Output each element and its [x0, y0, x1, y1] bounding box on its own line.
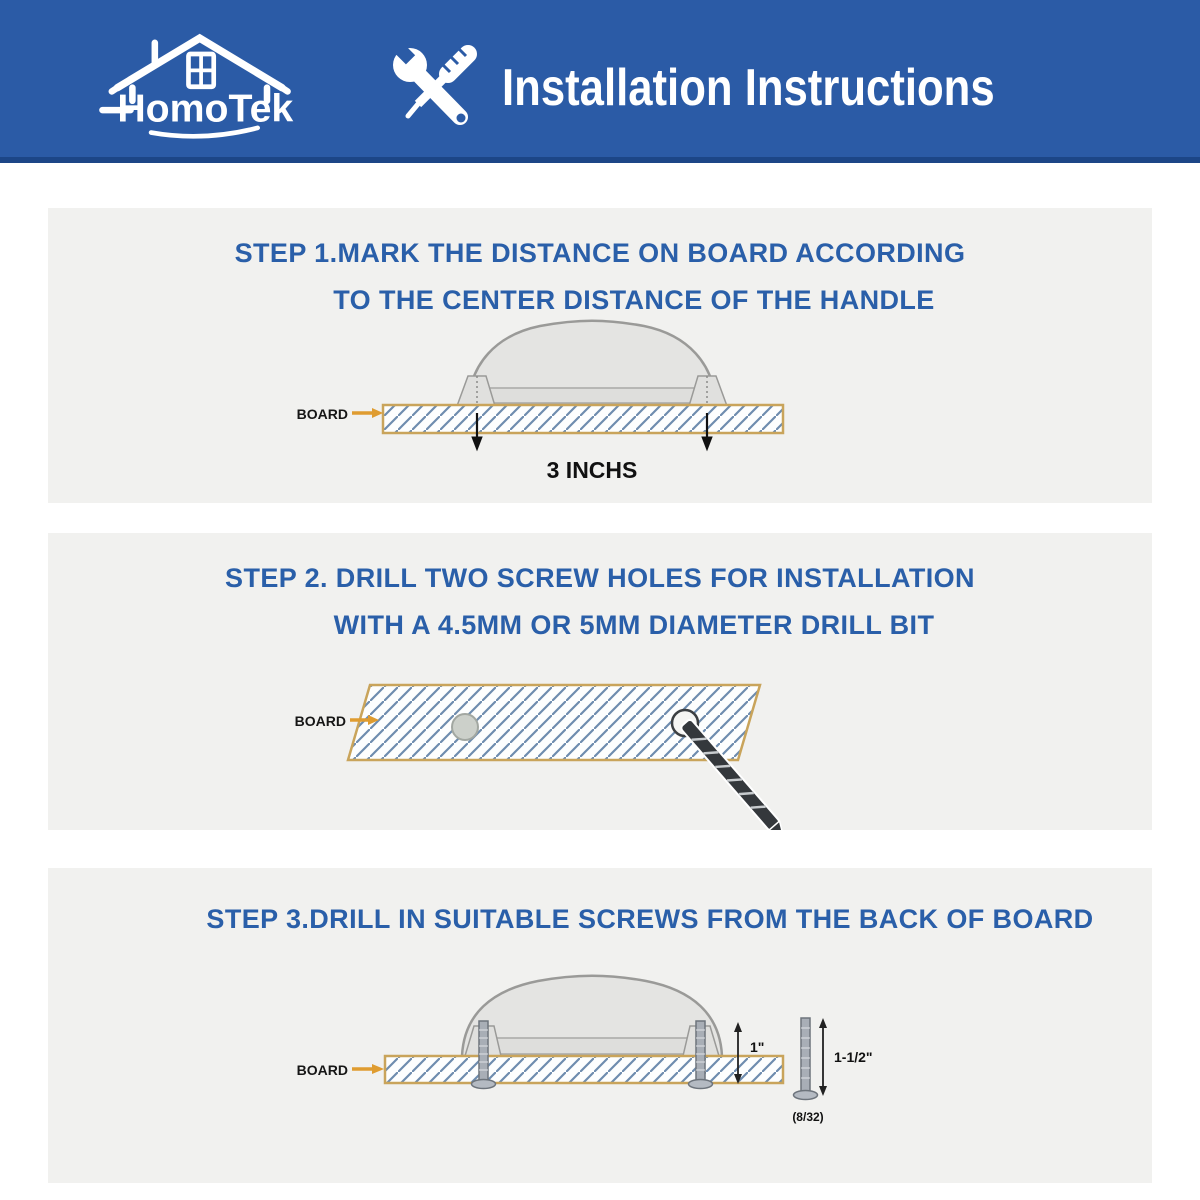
- page-title: Installation Instructions: [502, 59, 995, 117]
- step-1-title-line2: TO THE CENTER DISTANCE OF THE HANDLE: [333, 285, 935, 315]
- step-2-title-line1: STEP 2. DRILL TWO SCREW HOLES FOR INSTALLATION: [225, 563, 975, 593]
- screw-spec: [792, 1018, 872, 1124]
- step-3-title-line1: STEP 3.DRILL IN SUITABLE SCREWS FROM THE BACK OF BOARD: [206, 904, 1094, 934]
- board-illustration: [385, 1056, 783, 1083]
- step-2-card: [48, 533, 1152, 830]
- header-banner: [0, 0, 1200, 163]
- step-1-figure: [48, 318, 1152, 503]
- step-2-title: [48, 533, 1152, 649]
- step-3-title: [48, 868, 1152, 943]
- handle-illustration: [462, 976, 722, 1056]
- step-2-figure: [48, 645, 1152, 830]
- board-label: BOARD: [294, 713, 346, 729]
- step-3-figure: [48, 946, 1152, 1183]
- wrench-screwdriver-icon: [386, 38, 486, 138]
- thread-label: (8/32): [792, 1110, 824, 1124]
- board-label-group: [297, 406, 383, 422]
- brand-logo: [95, 22, 310, 144]
- step-1-title-line1: STEP 1.MARK THE DISTANCE ON BOARD ACCORDING: [234, 238, 966, 268]
- board-label: BOARD: [296, 1062, 348, 1078]
- distance-caption: 3 INCHS: [546, 457, 638, 483]
- handle-illustration: [457, 321, 727, 406]
- step-1-title: [48, 208, 1152, 324]
- board-illustration: [383, 405, 783, 433]
- board-label-group: [297, 1062, 384, 1078]
- step-2-title-line2: WITH A 4.5MM OR 5MM DIAMETER DRILL BIT: [333, 610, 935, 640]
- step-3-card: [48, 868, 1152, 1183]
- screw-hole-left: [452, 714, 478, 740]
- depth-label: 1": [750, 1039, 765, 1055]
- spec-screw: [801, 1018, 810, 1093]
- step-1-card: [48, 208, 1152, 503]
- brand-wordmark: HomoTek: [117, 86, 294, 131]
- length-label: 1-1/2": [834, 1049, 873, 1065]
- board-label: BOARD: [296, 406, 348, 422]
